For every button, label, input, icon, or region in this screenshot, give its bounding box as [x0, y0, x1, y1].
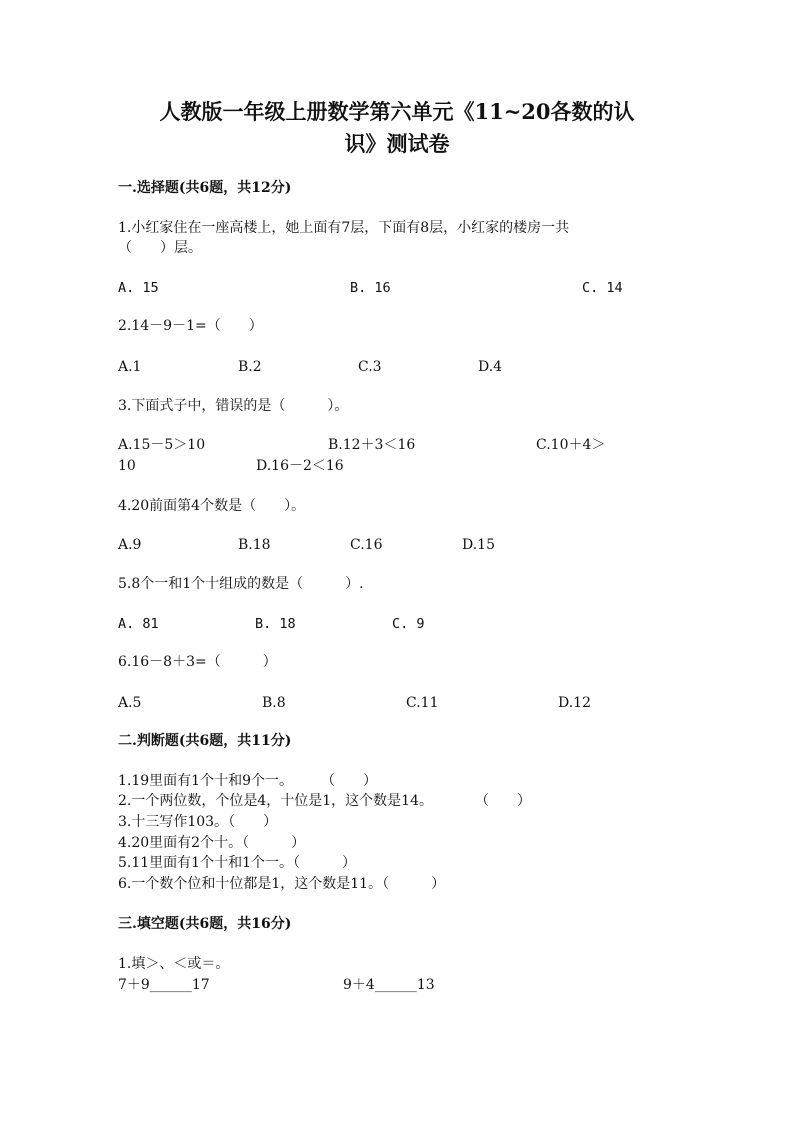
- fill-blank-2[interactable]: 9＋4______13: [343, 977, 435, 993]
- section-heading-fill: 三.填空题(共6题，共16分): [118, 916, 292, 932]
- q1-option-b[interactable]: B. 16: [350, 280, 391, 296]
- question-1-line-1: 1.小红家住在一座高楼上，她上面有7层，下面有8层，小红家的楼房一共: [118, 220, 570, 236]
- judgement-item-4: 4.20里面有2个十。（ ）: [118, 835, 306, 851]
- title-line-1: 人教版一年级上册数学第六单元《11~20各数的认: [159, 99, 635, 124]
- q6-option-d[interactable]: D.12: [558, 695, 591, 711]
- q2-option-d[interactable]: D.4: [478, 359, 503, 375]
- q6-option-a[interactable]: A.5: [118, 695, 142, 711]
- q5-option-c[interactable]: C. 9: [392, 616, 425, 632]
- judgement-item-5: 5.11里面有1个十和1个一。（ ）: [118, 855, 356, 871]
- judgement-item-2: 2.一个两位数，个位是4，十位是1，这个数是14。 （ ）: [118, 793, 531, 809]
- q1-option-c[interactable]: C. 14: [582, 280, 623, 296]
- page-title: [90, 96, 704, 160]
- q6-option-b[interactable]: B.8: [262, 695, 286, 711]
- q1-option-a[interactable]: A. 15: [118, 280, 159, 296]
- question-6: 6.16－8＋3=（ ）: [118, 654, 277, 670]
- question-5: 5.8个一和1个十组成的数是（ ）.: [118, 576, 364, 592]
- q3-option-b[interactable]: B.12＋3＜16: [328, 437, 416, 453]
- question-2: 2.14－9－1=（ ）: [118, 318, 263, 334]
- question-4: 4.20前面第4个数是（ ）。: [118, 498, 306, 514]
- q5-option-b[interactable]: B. 18: [255, 616, 296, 632]
- judgement-item-1: 1.19里面有1个十和9个一。 （ ）: [118, 773, 377, 789]
- q2-option-b[interactable]: B.2: [238, 359, 262, 375]
- q4-option-b[interactable]: B.18: [238, 537, 271, 553]
- q4-option-c[interactable]: C.16: [350, 537, 383, 553]
- q5-option-a[interactable]: A. 81: [118, 616, 159, 632]
- q3-option-a[interactable]: A.15－5＞10: [118, 437, 206, 453]
- judgement-item-6: 6.一个数个位和十位都是1，这个数是11。（ ）: [118, 876, 446, 892]
- q2-option-a[interactable]: A.1: [118, 359, 142, 375]
- section-heading-judgement: 二.判断题(共6题，共11分): [118, 733, 292, 749]
- title-line-2: 识》测试卷: [344, 131, 450, 156]
- q4-option-d[interactable]: D.15: [462, 537, 495, 553]
- fill-blank-1[interactable]: 7＋9______17: [118, 977, 210, 993]
- fill-question-1: 1.填＞、＜或＝。: [118, 956, 230, 972]
- q3-option-c[interactable]: C.10＋4＞: [536, 437, 606, 453]
- question-3: 3.下面式子中，错误的是（ ）。: [118, 398, 349, 414]
- section-heading-choice: 一.选择题(共6题，共12分): [118, 180, 292, 196]
- question-1-line-2: （ ）层。: [118, 240, 202, 256]
- q4-option-a[interactable]: A.9: [118, 537, 142, 553]
- q6-option-c[interactable]: C.11: [406, 695, 439, 711]
- q3-option-d[interactable]: D.16－2＜16: [256, 458, 344, 474]
- q3-option-c-continued: 10: [118, 458, 136, 474]
- judgement-item-3: 3.十三写作103。（ ）: [118, 814, 278, 830]
- q2-option-c[interactable]: C.3: [358, 359, 382, 375]
